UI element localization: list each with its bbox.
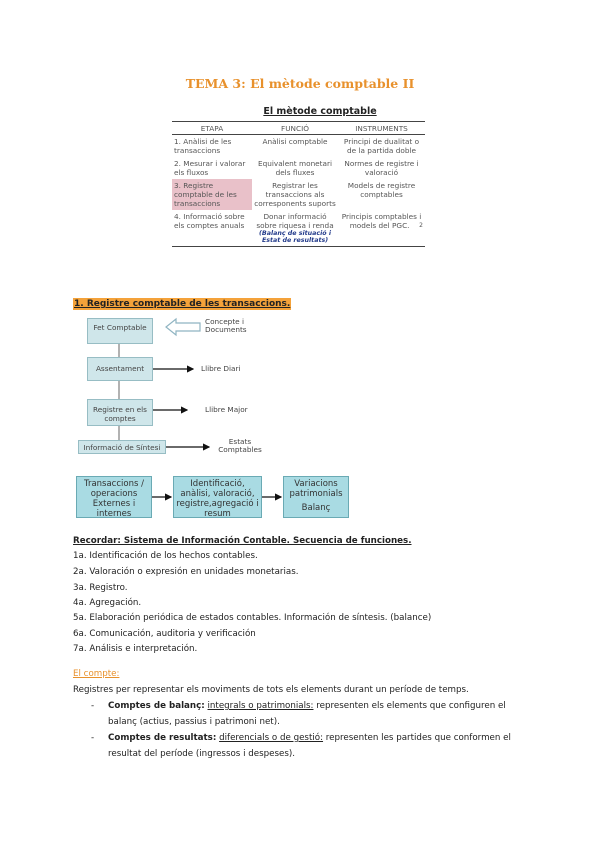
cell-funcio: Registrar les transaccions als corresponents suports: [254, 181, 336, 208]
llibre-diari-label: Llibre Diari: [201, 364, 241, 373]
bullet-bold: Comptes de resultats:: [108, 733, 217, 743]
cell-instruments: Normes de registre i valoració: [344, 159, 419, 177]
recordar-item: 6a. Comunicación, auditoria y verificación: [73, 629, 256, 639]
recordar-heading: Recordar: Sistema de Información Contable. Secuencia de funciones.: [73, 536, 412, 546]
header-instruments: INSTRUMENTS: [338, 122, 425, 135]
concepte-documents-label: Concepte i Documents: [205, 317, 247, 334]
header-etapa: ETAPA: [172, 122, 252, 135]
assentament-box: Assentament: [87, 357, 153, 381]
cell-etapa: 1. Anàlisi de les transaccions: [174, 137, 232, 155]
recordar-item: 7a. Análisis e interpretación.: [73, 644, 198, 654]
table-page-number: 2: [419, 222, 423, 229]
bullet-balanc: [108, 700, 506, 712]
recordar-item: 2a. Valoración o expresión en unidades monetarias.: [73, 567, 299, 577]
bullet-text: representen els elements que configuren el: [316, 701, 506, 711]
bullet-continuation: balanç (actius, passius i patrimoni net).: [108, 717, 280, 727]
informacio-sintesi-box: Informació de Síntesi: [78, 440, 166, 454]
cell-funcio-note: (Balanç de situació i Estat de resultats): [259, 230, 331, 244]
bullet-bold: Comptes de balanç:: [108, 701, 205, 711]
cell-etapa-highlighted: 3. Registre comptable de les transaccions: [172, 179, 252, 210]
registre-comptes-box: Registre en els comptes: [87, 399, 153, 426]
llibre-major-label: Llibre Major: [205, 405, 248, 414]
cell-instruments: Principi de dualitat o de la partida doble: [343, 137, 420, 155]
cell-instruments: Models de registre comptables: [347, 181, 416, 199]
variacions-label: Variacions patrimonials: [289, 479, 343, 499]
bullet-resultats: [108, 732, 511, 744]
cell-funcio: Anàlisi comptable: [262, 137, 328, 146]
recordar-item: 4a. Agregación.: [73, 598, 142, 608]
fet-comptable-box: Fet Comptable: [87, 318, 153, 344]
bullet-underlined: diferencials o de gestió:: [219, 733, 324, 743]
bullet-text: representen les partides que conformen el: [325, 733, 511, 743]
bullet-dash: -: [91, 701, 95, 711]
cell-funcio: Equivalent monetari dels fluxes: [257, 159, 333, 177]
page-title: TEMA 3: El mètode comptable II: [185, 76, 415, 91]
bullet-continuation: resultat del període (ingressos i despeses).: [108, 749, 296, 759]
arrow-from-documents: [166, 319, 200, 335]
variacions-box: [283, 476, 349, 518]
cell-etapa: 4. Informació sobre els comptes anuals: [172, 210, 252, 247]
compte-intro: Registres per representar els moviments de tots els elements durant un període de temps.: [73, 685, 469, 695]
estats-comptables-label: Estats Comptables: [218, 437, 262, 454]
header-funcio: FUNCIÓ: [252, 122, 338, 135]
cell-etapa: 2. Mesurar i valorar els fluxos: [174, 159, 246, 177]
compte-heading: El compte:: [73, 669, 120, 679]
recordar-item: 1a. Identificación de los hechos contables.: [73, 551, 258, 561]
cell-instruments-text: Principis comptables i models del PGC.: [341, 212, 422, 230]
identificacio-box: Identificació, anàlisi, valoració, registre,agregació i resum: [173, 476, 262, 518]
cell-funcio-text: Donar informació sobre riquesa i renda: [256, 212, 334, 230]
section-heading: 1. Registre comptable de les transaccions.: [74, 299, 291, 309]
balanc-label: Balanç: [301, 503, 331, 513]
bullet-dash: -: [91, 733, 95, 743]
recordar-item: 3a. Registro.: [73, 583, 128, 593]
transaccions-box: Transaccions / operacions Externes i internes: [76, 476, 152, 518]
recordar-item: 5a. Elaboración periódica de estados contables. Información de síntesis. (balance): [73, 613, 432, 623]
table-title: El mètode comptable: [263, 106, 377, 117]
bullet-underlined: integrals o patrimonials:: [207, 701, 314, 711]
